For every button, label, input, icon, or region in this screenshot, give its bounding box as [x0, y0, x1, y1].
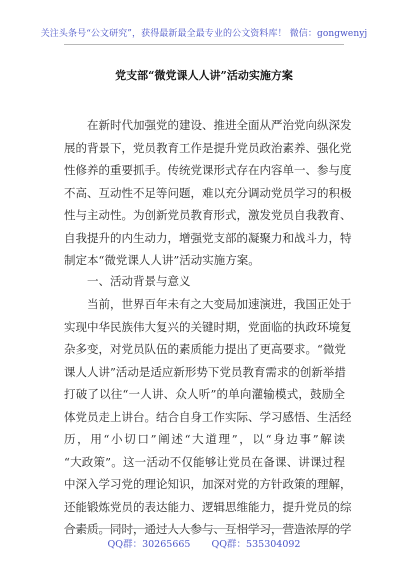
- text-line: 课人人讲”活动是适应新形势下党员教育需求的创新举措: [64, 364, 346, 379]
- text-line: 中深入学习党的理论知识，加深对党的方针政策的理解，: [64, 477, 352, 491]
- header-note: 关注头条号“公文研究”，获得最新最全最专业的公文资料库！ 微信：gongwenyj: [40, 29, 368, 39]
- section-heading: 一、活动背景与意义: [87, 274, 191, 288]
- text-line: 合素质。同时，通过人人参与、互相学习，营造浓厚的学: [64, 522, 352, 536]
- section-heading-block: [64, 270, 345, 293]
- text-line: 制定本“微党课人人讲”活动实施方案。: [64, 253, 260, 267]
- text-line: 性与主动性。为创新党员教育形式，激发党员自我教育、: [64, 208, 352, 222]
- document-title: 党支部“微党课人人讲”活动实施方案: [115, 69, 293, 82]
- text-line: 展的背景下，党员教育工作是提升党员政治素养、强化党: [64, 140, 352, 155]
- text-line: 体党员走上讲台。结合自身工作实际、学习感悟、生活经: [64, 409, 352, 424]
- footer-divider: [64, 528, 344, 529]
- text-line: 实现中华民族伟大复兴的关键时期，党面临的执政环境复: [64, 319, 352, 334]
- intro-paragraph: [64, 114, 352, 272]
- footer-qq-group-2: QQ群：535304092: [211, 539, 301, 550]
- text-line: 还能锻炼党员的表达能力、逻辑思维能力，提升党员的综: [64, 499, 352, 514]
- section-paragraph: [64, 293, 352, 541]
- text-line: 性修养的重要抓手。传统党课形式存在内容单一、参与度: [64, 163, 352, 177]
- text-line: 在新时代加强党的建设、推进全面从严治党向纵深发: [87, 118, 352, 132]
- text-line: 历，用“小切口”阐述“大道理”，以“身边事”解读: [64, 432, 345, 446]
- text-line: “大政策”。这一活动不仅能够让党员在备课、讲课过程: [64, 454, 345, 469]
- header-divider: [64, 44, 344, 45]
- footer-qq-group-1: QQ群：30265665: [107, 539, 191, 550]
- text-line: 当前，世界百年未有之大变局加速演进，我国正处于: [87, 297, 352, 311]
- footer-contact: [0, 536, 408, 550]
- text-line: 杂多变，对党员队伍的素质能力提出了更高要求。“微党: [64, 342, 346, 356]
- text-line: 打破了以往“一人讲、众人听”的单向灌输模式，鼓励全: [64, 387, 345, 401]
- text-line: 不高、互动性不足等问题，难以充分调动党员学习的积极: [64, 185, 352, 200]
- text-line: 自我提升的内生动力，增强党支部的凝聚力和战斗力，特: [64, 230, 352, 245]
